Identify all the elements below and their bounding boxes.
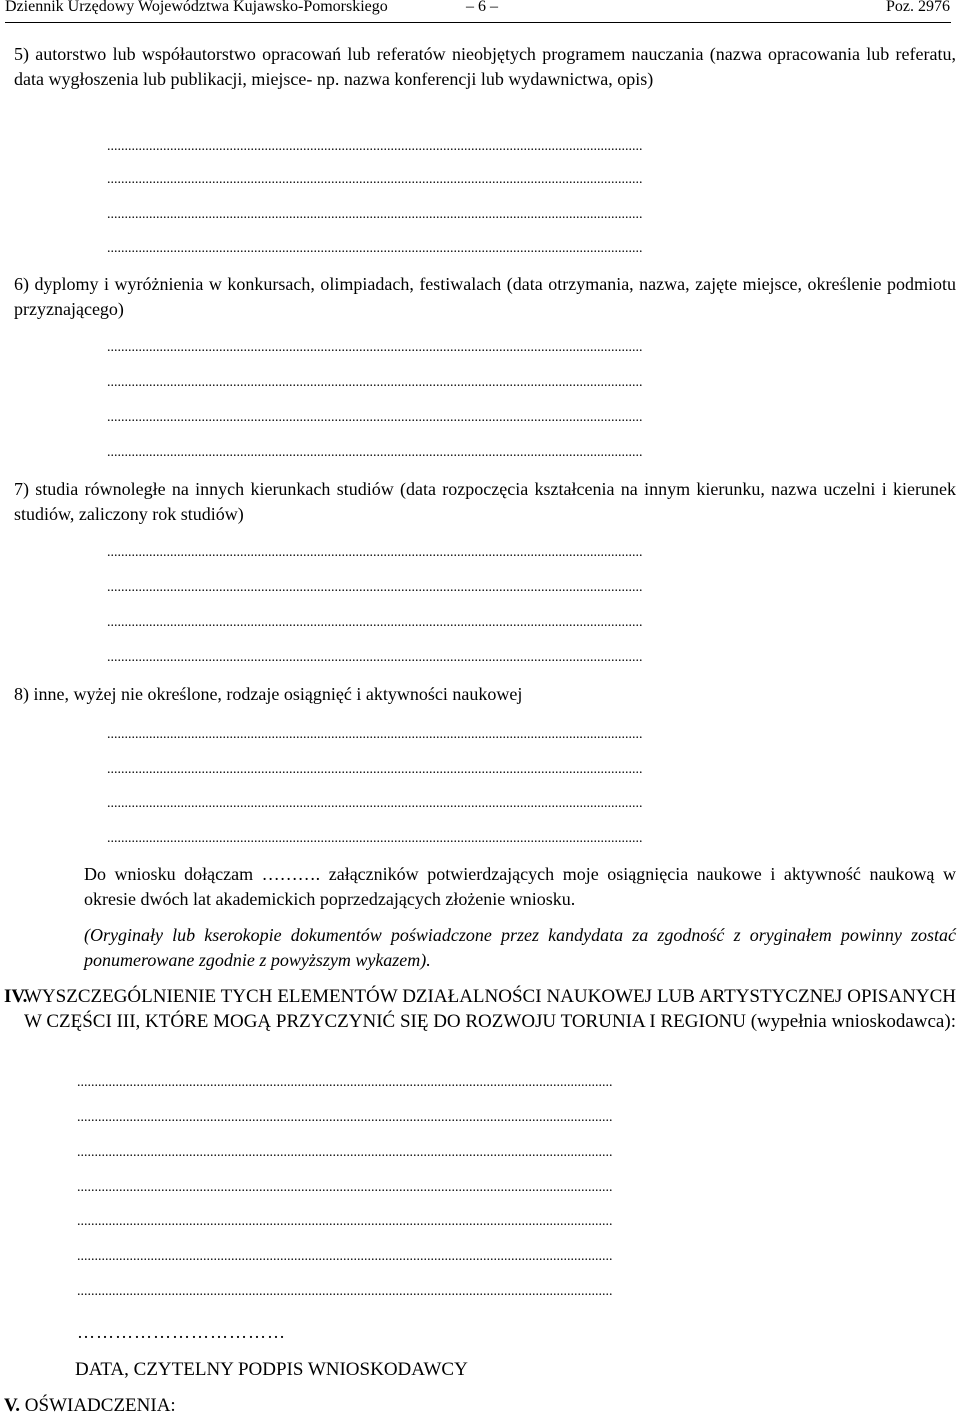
section-5-title: OŚWIADCZENIA:: [24, 1395, 176, 1416]
item-6-text: 6) dyplomy i wyróżnienia w konkursach, olimpiadach, festiwalach (data otrzymania, nazwa, zajęte miejsce, określenie podmiotu przyznającego): [14, 274, 956, 319]
fill-line: .........................................................................................................................................................: [107, 832, 643, 846]
fill-line: .........................................................................................................................................................: [107, 140, 643, 154]
signature-line: ……………………………: [77, 1322, 286, 1342]
fill-line: .........................................................................................................................................................: [77, 1111, 613, 1125]
fill-line: .........................................................................................................................................................: [107, 616, 643, 630]
item-7-text: 7) studia równoległe na innych kierunkach studiów (data rozpoczęcia kształcenia na innym kierunku, nazwa uczelni i kierunek studiów, zaliczony rok studiów): [14, 479, 956, 524]
attachments-note: (Oryginały lub kserokopie dokumentów poświadczone przez kandydata za zgodność z oryginałem powinny zostać ponumerowane zgodnie z powyższym wykazem).: [84, 925, 956, 970]
attachments-text: Do wniosku dołączam ………. załączników potwierdzających moje osiągnięcia naukowe i aktywność naukową w okresie dwóch lat akademickich poprzedzających złożenie wniosku.: [84, 864, 956, 909]
fill-line: .........................................................................................................................................................: [77, 1215, 613, 1229]
fill-line: .........................................................................................................................................................: [107, 208, 643, 222]
fill-line: .........................................................................................................................................................: [107, 446, 643, 460]
fill-line: .........................................................................................................................................................: [107, 797, 643, 811]
section-5-number: V.: [4, 1395, 21, 1416]
item-8-text: 8) inne, wyżej nie określone, rodzaje osiągnięć i aktywności naukowej: [14, 684, 523, 704]
fill-line: .........................................................................................................................................................: [107, 728, 643, 742]
fill-line: .........................................................................................................................................................: [77, 1076, 613, 1090]
fill-line: .........................................................................................................................................................: [107, 341, 643, 355]
fill-line: .........................................................................................................................................................: [77, 1285, 613, 1299]
section-5-heading: [4, 1393, 176, 1418]
fill-line: .........................................................................................................................................................: [107, 411, 643, 425]
page-header: [5, 0, 951, 23]
section-4-number: IV.: [4, 986, 28, 1007]
fill-line: .........................................................................................................................................................: [77, 1181, 613, 1195]
section-4-heading: [4, 984, 956, 1034]
fill-line: .........................................................................................................................................................: [107, 763, 643, 777]
fill-line: .........................................................................................................................................................: [107, 242, 643, 256]
fill-line: .........................................................................................................................................................: [107, 173, 643, 187]
item-5-text: 5) autorstwo lub współautorstwo opracowań lub referatów nieobjętych programem nauczania (nazwa opracowania lub referatu, data wygłoszenia lub publikacji, miejsce- np. nazwa konferencji lub wydawnictwa, opis): [14, 44, 956, 89]
section-4-title: WYSZCZEGÓLNIENIE TYCH ELEMENTÓW DZIAŁALNOŚCI NAUKOWEJ LUB ARTYSTYCZNEJ OPISANYCH W CZĘŚCI III, KTÓRE MOGĄ PRZYCZYNIĆ SIĘ DO ROZWOJU TORUNIA I REGIONU (wypełnia wnioskodawca):: [24, 986, 956, 1032]
fill-line: .........................................................................................................................................................: [77, 1250, 613, 1264]
page-number: – 6 –: [466, 0, 498, 15]
position-number: Poz. 2976: [886, 0, 950, 15]
fill-line: .........................................................................................................................................................: [77, 1146, 613, 1160]
signature-label: DATA, CZYTELNY PODPIS WNIOSKODAWCY: [75, 1359, 468, 1380]
fill-line: .........................................................................................................................................................: [107, 546, 643, 560]
fill-line: .........................................................................................................................................................: [107, 376, 643, 390]
journal-title: Dziennik Urzędowy Województwa Kujawsko-Pomorskiego: [5, 0, 388, 15]
fill-line: .........................................................................................................................................................: [107, 581, 643, 595]
fill-line: .........................................................................................................................................................: [107, 651, 643, 665]
